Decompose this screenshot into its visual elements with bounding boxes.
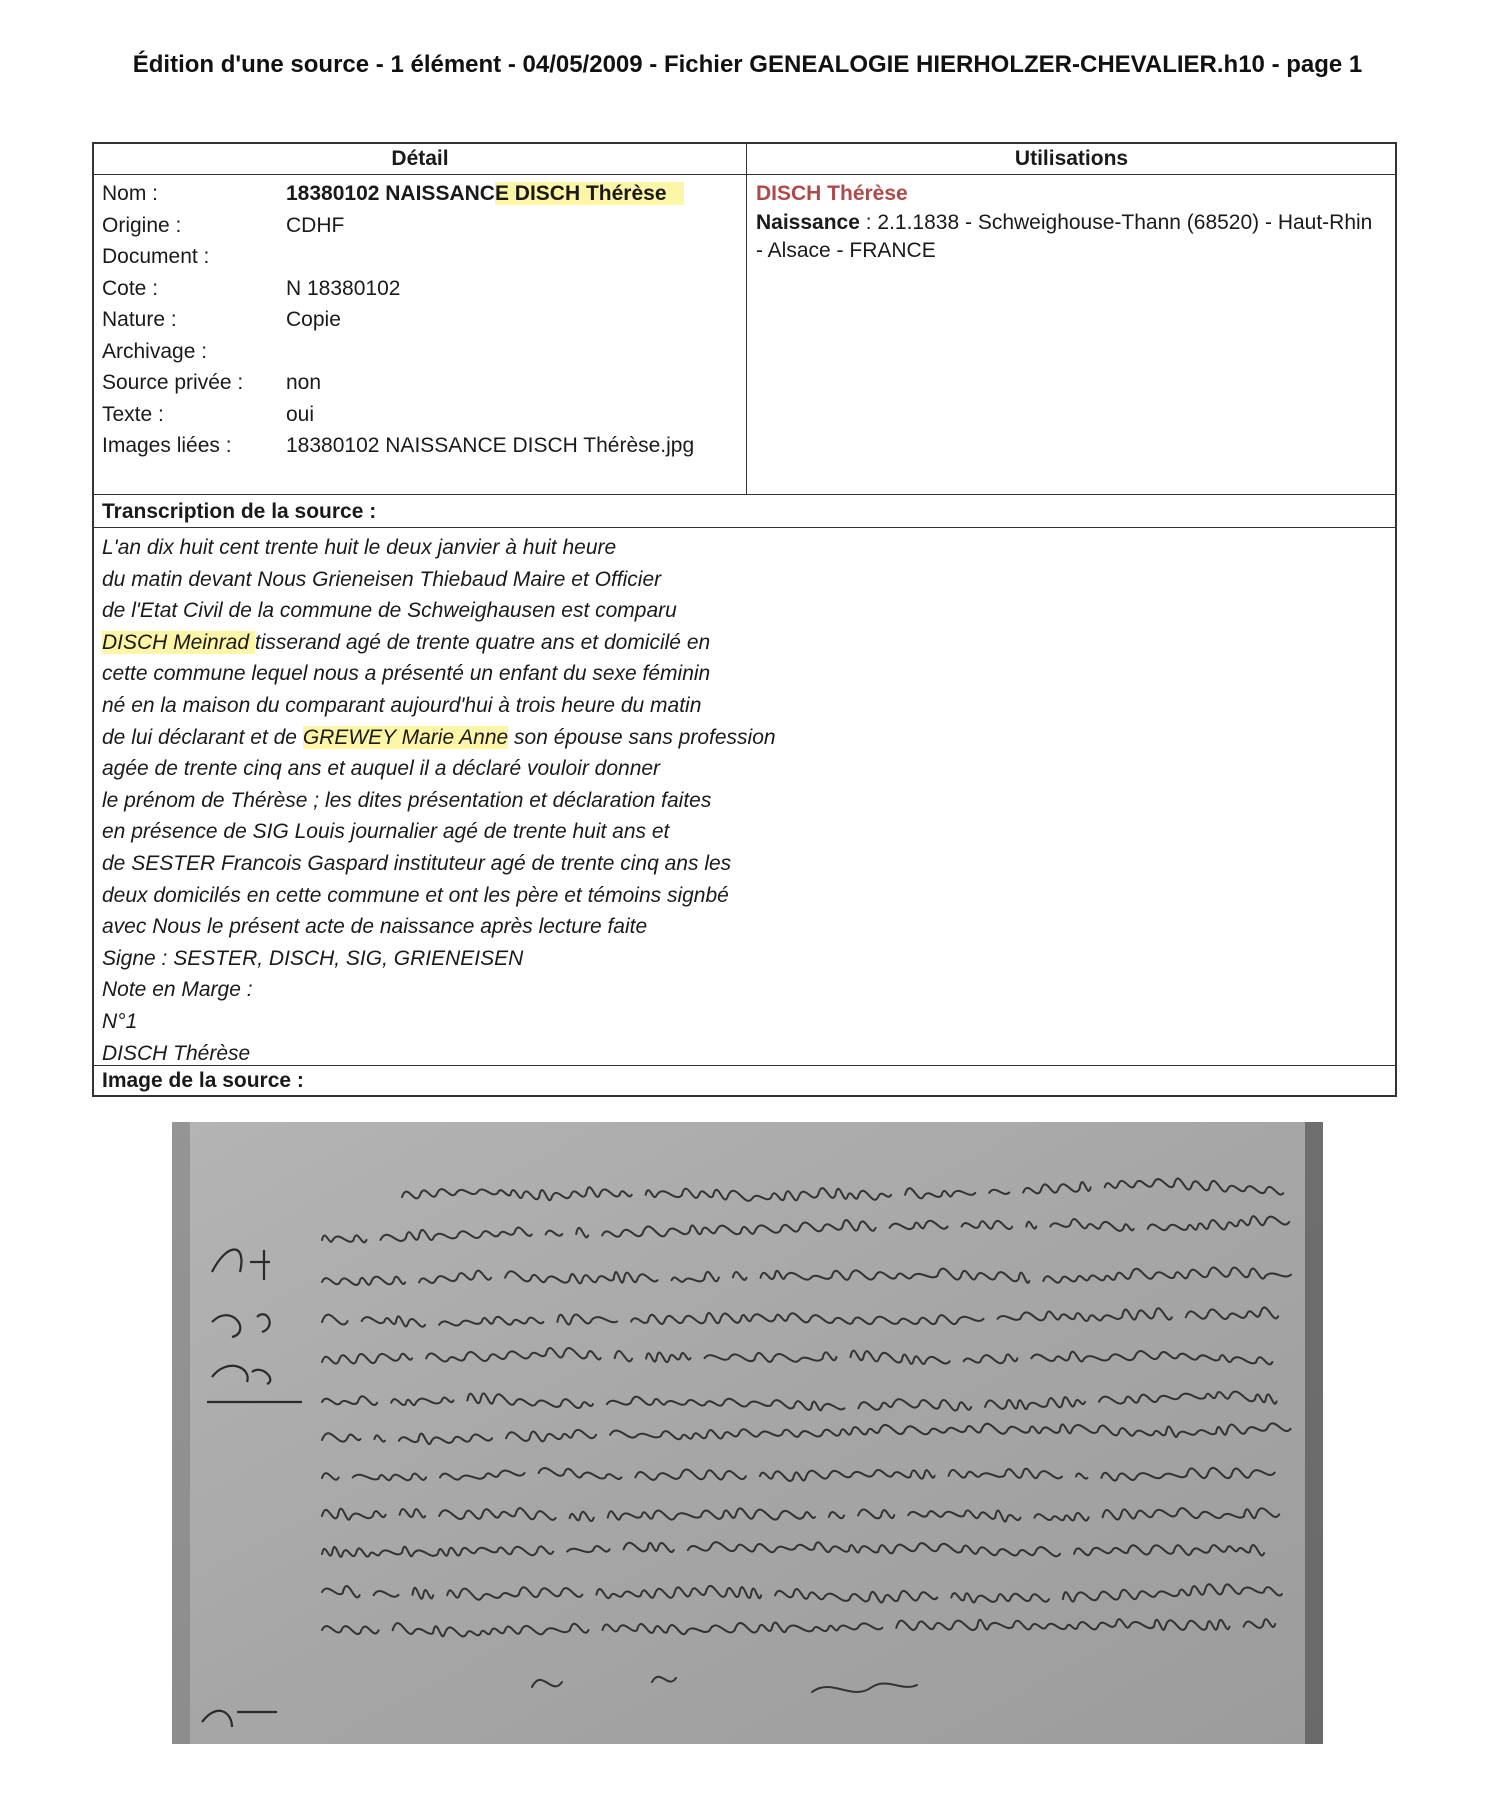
transcription-line: le prénom de Thérèse ; les dites présentation et déclaration faites [102, 788, 712, 812]
transcription-line: en présence de SIG Louis journalier agé de trente huit ans et [102, 820, 670, 844]
transcription-line: agée de trente cinq ans et auquel il a déclaré vouloir donner [102, 757, 661, 781]
field-value: N 18380102 [286, 276, 401, 300]
divider [94, 527, 1395, 528]
transcription-line: Signe : SESTER, DISCH, SIG, GRIENEISEN [102, 946, 524, 970]
field-label: Images liées : [102, 434, 232, 457]
transcription-line: de SESTER Francois Gaspard instituteur agé de trente cinq ans les [102, 851, 732, 875]
field-value: CDHF [286, 213, 345, 237]
field-label: Nom : [102, 182, 159, 205]
transcription-line: du matin devant Nous Grieneisen Thiebaud Maire et Officier [102, 567, 662, 591]
event-line [756, 209, 1381, 265]
divider [94, 494, 1395, 495]
column-divider [746, 144, 747, 494]
transcription-line: deux domicilés en cette commune et ont les père et témoins signbé [102, 883, 729, 907]
detail-column-header: Détail [94, 144, 747, 175]
uses-panel [756, 178, 1381, 265]
field-value: Copie [286, 308, 341, 331]
field-label: Source privée : [102, 371, 244, 394]
transcription-text [102, 532, 1382, 1069]
transcription-heading: Transcription de la source : [102, 500, 377, 523]
linked-image-filename: 18380102 NAISSANCE DISCH Thérèse.jpg [286, 434, 695, 457]
scanned-source-image [172, 1122, 1323, 1744]
transcription-line: de lui déclarant et de GREWEY Marie Anne son épouse sans profession [102, 725, 776, 749]
field-value: oui [286, 402, 315, 426]
field-label: Document : [102, 245, 210, 268]
field-label: Cote : [102, 276, 159, 300]
source-record-table [92, 142, 1397, 1097]
page-title: Édition d'une source - 1 élément - 04/05/2009 - Fichier GENEALOGIE HIERHOLZER-CHEVALIER.h10 - page 1 [132, 51, 1363, 78]
transcription-line: L'an dix huit cent trente huit le deux janvier à huit heure [102, 536, 617, 559]
transcription-line: de l'Etat Civil de la commune de Schweighausen est comparu [102, 599, 677, 623]
field-label: Origine : [102, 213, 182, 237]
event-text: : 2.1.1838 - Schweighouse-Thann (68520) - Haut-Rhin - Alsace - FRANCE [756, 211, 1373, 262]
transcription-line: DISCH Meinrad tisserand agé de trente quatre ans et domicilé en [102, 630, 711, 654]
person-link[interactable]: DISCH Thérèse [756, 182, 908, 205]
field-label: Texte : [102, 402, 164, 426]
field-label: Archivage : [102, 339, 208, 363]
event-label: Naissance [756, 211, 860, 234]
image-section-heading: Image de la source : [102, 1069, 304, 1092]
transcription-line: DISCH Thérèse [102, 1041, 251, 1065]
field-label: Nature : [102, 308, 177, 331]
transcription-line: né en la maison du comparant aujourd'hui à trois heure du matin [102, 693, 702, 717]
highlight-mother-name: GREWEY Marie Anne [302, 725, 509, 749]
transcription-line: Note en Marge : [102, 978, 253, 1002]
transcription-line: avec Nous le présent acte de naissance après lecture faite [102, 915, 648, 939]
uses-column-header: Utilisations [746, 144, 1397, 175]
record-name-highlight: E DISCH Thérèse [494, 182, 685, 205]
highlight-father-name: DISCH Meinrad [102, 630, 255, 654]
transcription-line: N°1 [102, 1009, 138, 1033]
transcription-line: cette commune lequel nous a présenté un enfant du sexe féminin [102, 662, 711, 686]
field-value: non [286, 371, 322, 394]
field-value-nom [286, 178, 684, 210]
record-name-prefix: 18380102 NAISSANC [286, 182, 495, 205]
